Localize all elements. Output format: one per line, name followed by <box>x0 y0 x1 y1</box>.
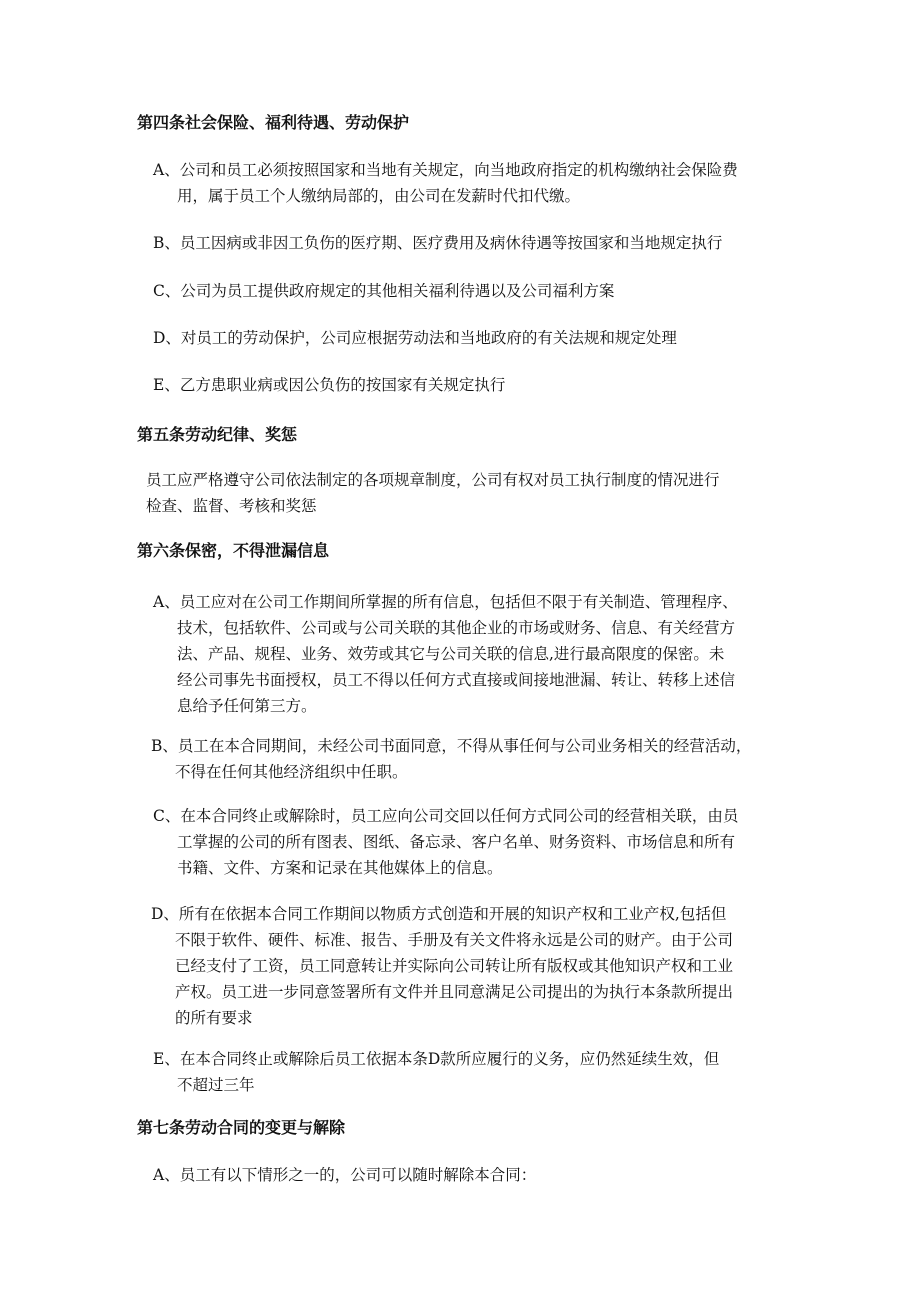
clause-line: 产权。员工进一步同意签署所有文件并且同意满足公司提出的为执行本条款所提出 <box>175 983 734 1001</box>
clause-6b <box>151 733 781 785</box>
clause-4e <box>153 372 783 398</box>
clause-line: 的所有要求 <box>175 1009 253 1027</box>
clause-6a <box>153 589 783 719</box>
clause-line: A、员工有以下情形之一的，公司可以随时解除本合同： <box>153 1166 537 1184</box>
clause-line: D、对员工的劳动保护，公司应根据劳动法和当地政府的有关法规和规定处理 <box>153 329 677 347</box>
clause-6c <box>153 803 783 881</box>
clause-line: 用，属于员工个人缴纳局部的，由公司在发薪时代扣代缴。 <box>177 187 581 205</box>
section-heading-6: 第六条保密，不得泄漏信息 <box>137 541 330 560</box>
clause-6d <box>151 901 781 1031</box>
clause-line: 法、产品、规程、业务、效劳或其它与公司关联的信息,进行最高限度的保密。未 <box>177 645 725 663</box>
clause-line: 息给予任何第三方。 <box>177 697 317 715</box>
clause-line: C、公司为员工提供政府规定的其他相关福利待遇以及公司福利方案 <box>153 282 615 300</box>
clause-line: A、公司和员工必须按照国家和当地有关规定，向当地政府指定的机构缴纳社会保险费 <box>153 161 738 179</box>
clause-line: 不得在任何其他经济组织中任职。 <box>175 763 408 781</box>
clause-4a <box>153 157 783 209</box>
clause-line: E、在本合同终止或解除后员工依据本条D款所应履行的义务，应仍然延续生效，但 <box>153 1050 720 1068</box>
section-heading-7: 第七条劳动合同的变更与解除 <box>137 1118 346 1137</box>
section-heading-5: 第五条劳动纪律、奖惩 <box>137 425 298 444</box>
clause-line: 不限于软件、硬件、标准、报告、手册及有关文件将永远是公司的财产。由于公司 <box>175 931 734 949</box>
clause-6e <box>153 1046 783 1098</box>
clause-line: 员工应严格遵守公司依法制定的各项规章制度，公司有权对员工执行制度的情况进行 <box>146 471 720 489</box>
clause-line: 技术，包括软件、公司或与公司关联的其他企业的市场或财务、信息、有关经营方 <box>177 619 736 637</box>
section-heading-4: 第四条社会保险、福利待遇、劳动保护 <box>137 113 410 132</box>
clause-line: B、员工在本合同期间，未经公司书面同意，不得从事任何与公司业务相关的经营活动， <box>151 737 752 755</box>
clause-5-body <box>146 467 776 519</box>
clause-line: 经公司事先书面授权，员工不得以任何方式直接或间接地泄漏、转让、转移上述信 <box>177 671 736 689</box>
clause-line: 已经支付了工资，员工同意转让并实际向公司转让所有版权或其他知识产权和工业 <box>175 957 734 975</box>
clause-7a <box>153 1162 783 1188</box>
clause-line: A、员工应对在公司工作期间所掌握的所有信息，包括但不限于有关制造、管理程序、 <box>153 593 738 611</box>
clause-line: 工掌握的公司的所有图表、图纸、备忘录、客户名单、财务资料、市场信息和所有 <box>177 833 736 851</box>
clause-4b <box>153 230 783 256</box>
clause-line: 检查、监督、考核和奖惩 <box>146 497 317 515</box>
clause-line: 书籍、文件、方案和记录在其他媒体上的信息。 <box>177 859 503 877</box>
clause-4d <box>153 325 783 351</box>
clause-line: D、所有在依据本合同工作期间以物质方式创造和开展的知识产权和工业产权,包括但 <box>151 905 727 923</box>
clause-line: E、乙方患职业病或因公负伤的按国家有关规定执行 <box>153 376 506 394</box>
clause-line: C、在本合同终止或解除时，员工应向公司交回以任何方式同公司的经营相关联，由员 <box>153 807 739 825</box>
clause-line: B、员工因病或非因工负伤的医疗期、医疗费用及病休待遇等按国家和当地规定执行 <box>153 234 723 252</box>
clause-4c <box>153 278 783 304</box>
clause-line: 不超过三年 <box>177 1076 255 1094</box>
